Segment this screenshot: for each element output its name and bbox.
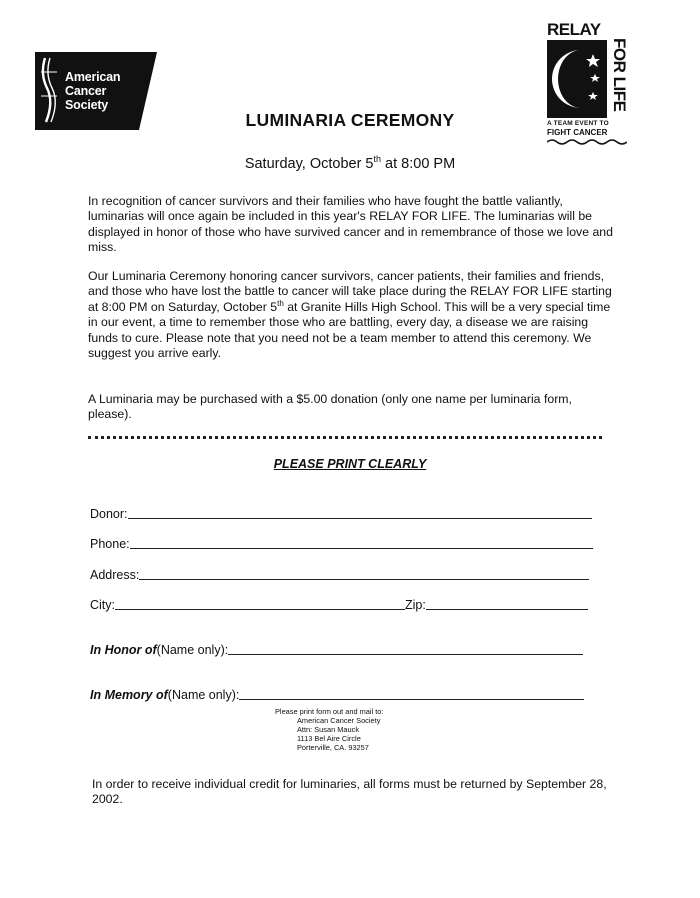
in-honor-of-input-line[interactable] [228, 642, 583, 655]
city-label: City: [90, 598, 115, 612]
ceremony-paragraph-part2: at Granite Hills High School. This will be a very special time in our event, a time to remember those who are battling, every day, a disease we are raising funds to cure. Please note that you need not be a team member to attend this ceremony. We suggest you arrive early. [88, 299, 611, 361]
in-memory-of-field [90, 687, 584, 702]
in-honor-of-field [90, 642, 583, 657]
in-memory-of-name-only: (Name only): [167, 688, 240, 702]
in-memory-of-input-line[interactable] [239, 687, 584, 700]
rfl-tagline-2: FIGHT CANCER [547, 128, 608, 137]
city-input-line[interactable] [115, 597, 405, 610]
form-heading: PLEASE PRINT CLEARLY [273, 457, 427, 471]
mailing-attn: Attn: Susan Mauck [297, 725, 360, 734]
mailing-intro: Please print form out and mail to: [275, 707, 384, 716]
acs-logo-line3: Society [65, 98, 109, 112]
event-date-prefix: Saturday, October 5 [244, 155, 374, 172]
event-date-sup: th [373, 154, 382, 164]
phone-field [90, 536, 593, 551]
rfl-moon-box [547, 40, 607, 118]
city-zip-field [90, 597, 588, 612]
acs-logo-text [65, 70, 120, 112]
address-input-line[interactable] [139, 567, 589, 580]
mailing-address [275, 707, 383, 752]
acs-logo-line1: American [65, 70, 121, 84]
ceremony-paragraph-part1: Our Luminaria Ceremony honoring cancer survivors, cancer patients, their families and friends, and those who have lost the battle to cancer will take place during the RELAY FOR LIFE starting at 8:00 PM on Saturday, October 5 [88, 269, 612, 314]
phone-label: Phone: [90, 537, 130, 551]
deadline-note: In order to receive individual credit for luminaries, all forms must be returned by September 28, 2002. [92, 777, 607, 807]
mailing-city: Porterville, CA. 93257 [297, 743, 369, 752]
ceremony-paragraph [88, 269, 613, 361]
acs-logo-line2: Cancer [65, 84, 107, 98]
address-label: Address: [90, 568, 140, 582]
mailing-org: American Cancer Society [297, 716, 381, 725]
in-honor-of-label: In Honor of [90, 643, 157, 657]
donor-label: Donor: [90, 507, 128, 521]
ceremony-paragraph-sup: th [277, 298, 284, 308]
rfl-tagline-1: A TEAM EVENT TO [547, 120, 609, 127]
donor-input-line[interactable] [128, 506, 592, 519]
moon-icon [547, 40, 607, 118]
event-date [0, 154, 700, 172]
donation-paragraph: A Luminaria may be purchased with a $5.00 donation (only one name per luminaria form, please). [88, 392, 572, 422]
rfl-logo-relay-text: RELAY [547, 20, 601, 39]
wave-icon [547, 138, 627, 146]
event-date-suffix: at 8:00 PM [381, 155, 456, 172]
cut-line-divider [88, 436, 602, 439]
mailing-street: 1113 Bel Aire Circle [297, 734, 361, 743]
donor-field [90, 506, 592, 521]
in-memory-of-label: In Memory of [90, 688, 168, 702]
page-title: LUMINARIA CEREMONY [245, 110, 455, 130]
zip-label: Zip: [405, 598, 426, 612]
zip-input-line[interactable] [426, 597, 588, 610]
phone-input-line[interactable] [130, 536, 593, 549]
address-field [90, 567, 589, 582]
intro-paragraph: In recognition of cancer survivors and their families who have fought the battle valiantly, luminarias will once again be included in this year's RELAY FOR LIFE. The luminarias will be displayed in honor of those who have survived cancer and in remembrance of those we love and miss. [88, 194, 613, 255]
in-honor-of-name-only: (Name only): [156, 643, 229, 657]
rfl-logo-for-life-text: FOR LIFE [610, 38, 629, 112]
